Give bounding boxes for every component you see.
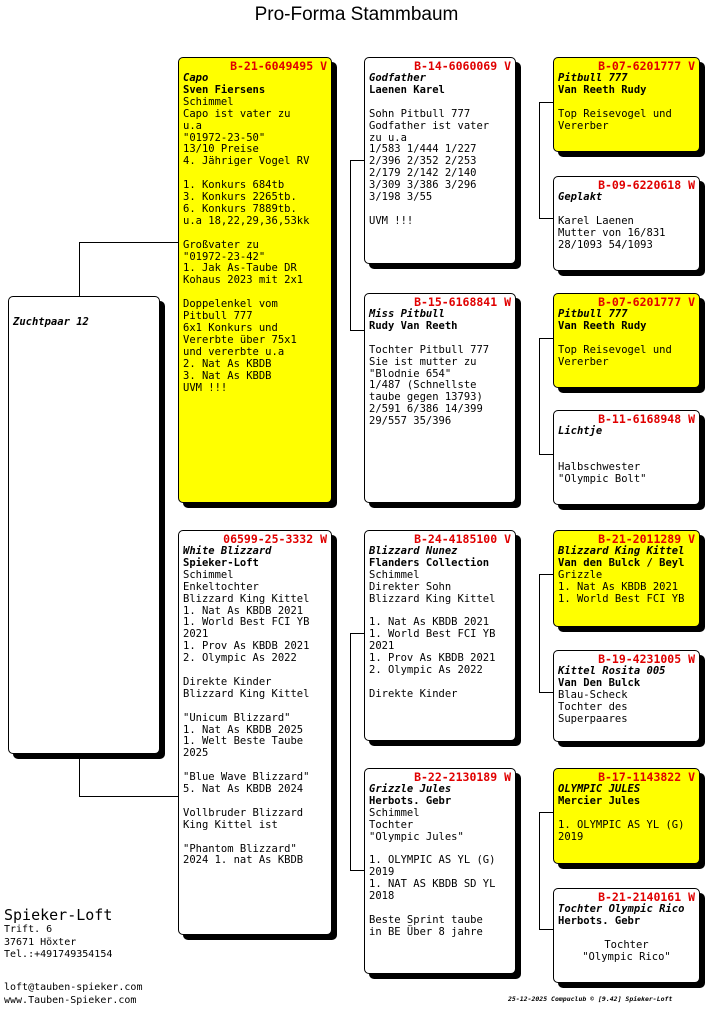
loft-info [4,906,112,962]
loft-city: 37671 Höxter [4,936,77,948]
owner-name: Van Reeth Rudy [558,319,647,332]
pigeon-name: Capo [183,72,209,84]
ring-number: B-11-6168948 W [598,412,695,426]
info-line: Tochter [604,938,649,951]
connector-line [539,929,553,930]
info-line: 2021 [183,628,209,641]
info-line: "Olympic Rico" [582,950,671,963]
info-line: "Blodnie 654" [369,367,452,380]
pigeon-name: Grizzle Jules [369,783,452,795]
connector-line [539,692,553,693]
info-line: "01972-23-50" [183,131,266,144]
loft-name: Spieker-Loft [4,906,113,924]
info-line: Blau-Scheck [558,688,628,701]
connector-line [539,454,553,455]
info-line: u.a [183,119,202,132]
info-line [369,97,511,109]
ring-number: B-19-4231005 W [598,652,695,666]
pigeon-name: Godfather [369,72,426,84]
connector-line [79,242,178,243]
info-line: 3/309 3/386 3/296 [369,179,477,192]
connector-line [539,102,553,103]
owner-name: Van Reeth Rudy [558,83,647,96]
info-line: 3. Konkurs 2265tb. [183,191,297,204]
info-line: taube gegen 13793) [369,391,483,404]
info-line: 1. Prov As KBDB 2021 [369,652,496,665]
connector-line [79,796,178,797]
info-line: Direkte Kinder [369,687,458,700]
info-line: Mutter von 16/831 [558,226,666,239]
pigeon-name: OLYMPIC JULES [558,783,641,795]
website-link[interactable]: www.Tauben-Spieker.com [4,994,137,1006]
pigeon-name: Tochter Olympic Rico [558,903,685,915]
info-line: 1. Nat As KBDB 2021 [558,580,679,593]
info-line: zu u.a [369,131,407,144]
connector-line [79,242,80,297]
connector-line [350,633,351,870]
info-line: und vererbte u.a [183,345,285,358]
info-line: "Olympic Jules" [369,830,464,843]
owner-name: Flanders Collection [369,556,490,569]
info-line [183,832,327,844]
info-line: "Phantom Blizzard" [183,842,297,855]
info-line: Direkte Kinder [183,675,272,688]
info-line: 1. Konkurs 684tb [183,179,285,192]
ring-number: B-17-1143822 V [598,770,695,784]
info-line: Pitbull 777 [183,310,253,323]
connector-line [350,870,364,871]
loft-links [4,982,142,1007]
dds-card [553,768,700,864]
info-line: Karel Laenen [558,214,634,227]
info-line [558,808,695,820]
info-line: 13/10 Preise [183,143,259,156]
connector-line [350,160,351,330]
owner-name: Spieker-Loft [183,556,259,569]
info-line: Direkter Sohn [369,580,452,593]
info-line [558,333,695,345]
info-line: 2. Olympic As 2022 [183,652,297,665]
info-line: 1. Jak As-Taube DR [183,262,297,275]
info-line: Kohaus 2023 mit 2x1 [183,274,304,287]
info-line: 2019 [369,866,395,879]
info-line: 1. Nat As KBDB 2021 [183,604,304,617]
info-line: 1/487 (Schnellste [369,379,477,392]
info-line: 1. World Best FCI YB [183,616,310,629]
info-line: Sohn Pitbull 777 [369,107,471,120]
info-line: UVM !!! [183,381,228,394]
info-line: 1. World Best FCI YB [369,628,496,641]
sire-card [178,57,332,503]
connector-line [79,753,80,797]
info-line: UVM !!! [369,214,414,227]
connector-line [539,574,540,692]
info-line: Top Reisevogel und [558,107,672,120]
info-line: 4. Jähriger Vogel RV [183,155,310,168]
subject-card [8,296,160,754]
connector-line [539,338,540,454]
ring-number: B-07-6201777 V [598,59,695,73]
info-line: Superpaares [558,712,628,725]
info-line: "Olympic Bolt" [558,472,647,485]
pigeon-name: Geplakt [558,191,603,203]
info-line: 3/198 3/55 [369,191,433,204]
info-line: Blizzard King Kittel [369,592,496,605]
pigeon-name: Blizzard Nunez [369,545,458,557]
info-line: Top Reisevogel und [558,343,672,356]
info-line: Halbschwester [558,460,641,473]
connector-line [539,812,553,813]
footer-note: 25-12-2025 Compuclub © [9.42] Spieker-Loft [508,995,673,1003]
info-line: Schimmel [369,568,420,581]
page-title: Pro-Forma Stammbaum [254,4,459,25]
info-line: u.a 18,22,29,36,53kk [183,214,310,227]
info-line: 2/591 6/386 14/399 [369,403,483,416]
ring-number: B-14-6060069 V [414,59,511,73]
info-line: Vererber [558,355,609,368]
info-line: 3. Nat As KBDB [183,369,272,382]
owner-name: Van Den Bulck [558,676,641,689]
info-line: Vererber [558,119,609,132]
connector-line [539,812,540,929]
info-line: 1. World Best FCI YB [558,592,685,605]
info-line: 2021 [369,640,395,653]
info-line: 29/557 35/396 [369,415,452,428]
owner-name: Mercier Jules [558,794,641,807]
info-line [558,450,695,462]
dsd-card [553,650,700,742]
sire-sire-card [364,57,516,264]
info-line: "Blue Wave Blizzard" [183,771,310,784]
pigeon-name: Lichtje [558,425,603,437]
dam-dam-card [364,768,516,974]
email-link[interactable]: loft@tauben-spieker.com [4,982,143,993]
info-line: Tochter des [558,700,628,713]
info-line [558,204,695,216]
pigeon-name: Blizzard King Kittel [558,545,685,557]
info-line: Schimmel [183,95,234,108]
info-line: Beste Sprint taube [369,913,483,926]
ring-number: B-15-6168841 W [414,295,511,309]
info-line: Tochter Pitbull 777 [369,343,490,356]
info-line: 1. OLYMPIC AS YL (G) [369,854,496,867]
info-line: Blizzard King Kittel [183,592,310,605]
connector-line [539,338,553,339]
ring-number: B-22-2130189 W [414,770,511,784]
info-line: 1. NAT AS KBDB SD YL [369,878,496,891]
pigeon-name: Pitbull 777 [558,308,628,320]
owner-name: Sven Fiersens [183,83,266,96]
connector-line [539,218,553,219]
connector-line [350,330,364,331]
info-line: 2025 [183,747,209,760]
info-line: 28/1093 54/1093 [558,238,653,251]
info-line: 2/179 2/142 2/140 [369,167,477,180]
info-line [183,228,327,240]
info-line [369,333,511,345]
info-line [558,438,695,450]
sdd-card [553,410,700,505]
info-line: "01972-23-42" [183,250,266,263]
info-line: King Kittel ist [183,818,278,831]
info-line: Vollbruder Blizzard [183,806,304,819]
info-line: Blizzard King Kittel [183,687,310,700]
info-line: 2. Nat As KBDB [183,357,272,370]
info-line: 1. OLYMPIC AS YL (G) [558,818,685,831]
info-line: 1. Welt Beste Taube [183,735,304,748]
info-line: Schimmel [369,806,420,819]
pigeon-name: Miss Pitbull [369,308,445,320]
info-line: Sie ist mutter zu [369,355,477,368]
info-line: Grizzle [558,568,603,581]
info-line: 2024 1. nat As KBDB [183,854,304,867]
info-line: 6. Konkurs 7889tb. [183,202,297,215]
ssd-card [553,176,700,271]
sss-card [553,57,700,152]
info-line: 1. Nat As KBDB 2025 [183,723,304,736]
info-line [558,928,695,940]
dam-sire-card [364,530,516,741]
pigeon-name: White Blizzard [183,545,272,557]
subject-name: Zuchtpaar 12 [13,316,89,328]
info-line: 2018 [369,890,395,903]
pigeon-name: Pitbull 777 [558,72,628,84]
info-line: 2/396 2/352 2/253 [369,155,477,168]
info-line [183,701,327,713]
connector-line [350,633,364,634]
ddd-card [553,888,700,983]
info-line: Doppelenkel vom [183,298,278,311]
info-line: 1. Prov As KBDB 2021 [183,640,310,653]
connector-line [539,102,540,218]
info-line: Enkeltochter [183,580,259,593]
connector-line [539,574,553,575]
info-line: Vererbte über 75x1 [183,333,297,346]
owner-name: Laenen Karel [369,83,445,96]
loft-phone: Tel.:+491749354154 [4,949,113,960]
info-line: 2. Olympic As 2022 [369,664,483,677]
info-line: 1. Nat As KBDB 2021 [369,616,490,629]
info-line: Tochter [369,818,414,831]
loft-street: Trift. 6 [4,924,53,935]
owner-name: Van den Bulck / Beyl [558,556,685,569]
ring-number: B-21-2011289 V [598,532,695,546]
dam-card [178,530,332,935]
ring-number: B-07-6201777 V [598,295,695,309]
dss-card [553,530,700,627]
owner-name: Rudy Van Reeth [369,319,458,332]
ring-number: B-21-6049495 V [230,59,327,73]
sds-card [553,293,700,388]
info-line: in BE Über 8 jahre [369,925,483,938]
ring-number: B-24-4185100 V [414,532,511,546]
info-line: 2019 [558,830,584,843]
pigeon-name: Kittel Rosita 005 [558,665,666,677]
info-line: 1/583 1/444 1/227 [369,143,477,156]
owner-name: Herbots. Gebr [369,794,452,807]
owner-name: Herbots. Gebr [558,914,641,927]
info-line [558,97,695,109]
ring-number: B-21-2140161 W [598,890,695,904]
info-line: Schimmel [183,568,234,581]
info-line: 5. Nat As KBDB 2024 [183,783,304,796]
info-line: Großvater zu [183,238,259,251]
connector-line [350,160,364,161]
info-line: Capo ist vater zu [183,107,291,120]
ring-number: 06599-25-3332 W [223,532,327,546]
sire-dam-card [364,293,516,503]
info-line: Godfather ist vater [369,119,490,132]
info-line: "Unicum Blizzard" [183,711,291,724]
info-line: 6x1 Konkurs und [183,321,278,334]
ring-number: B-09-6220618 W [598,178,695,192]
